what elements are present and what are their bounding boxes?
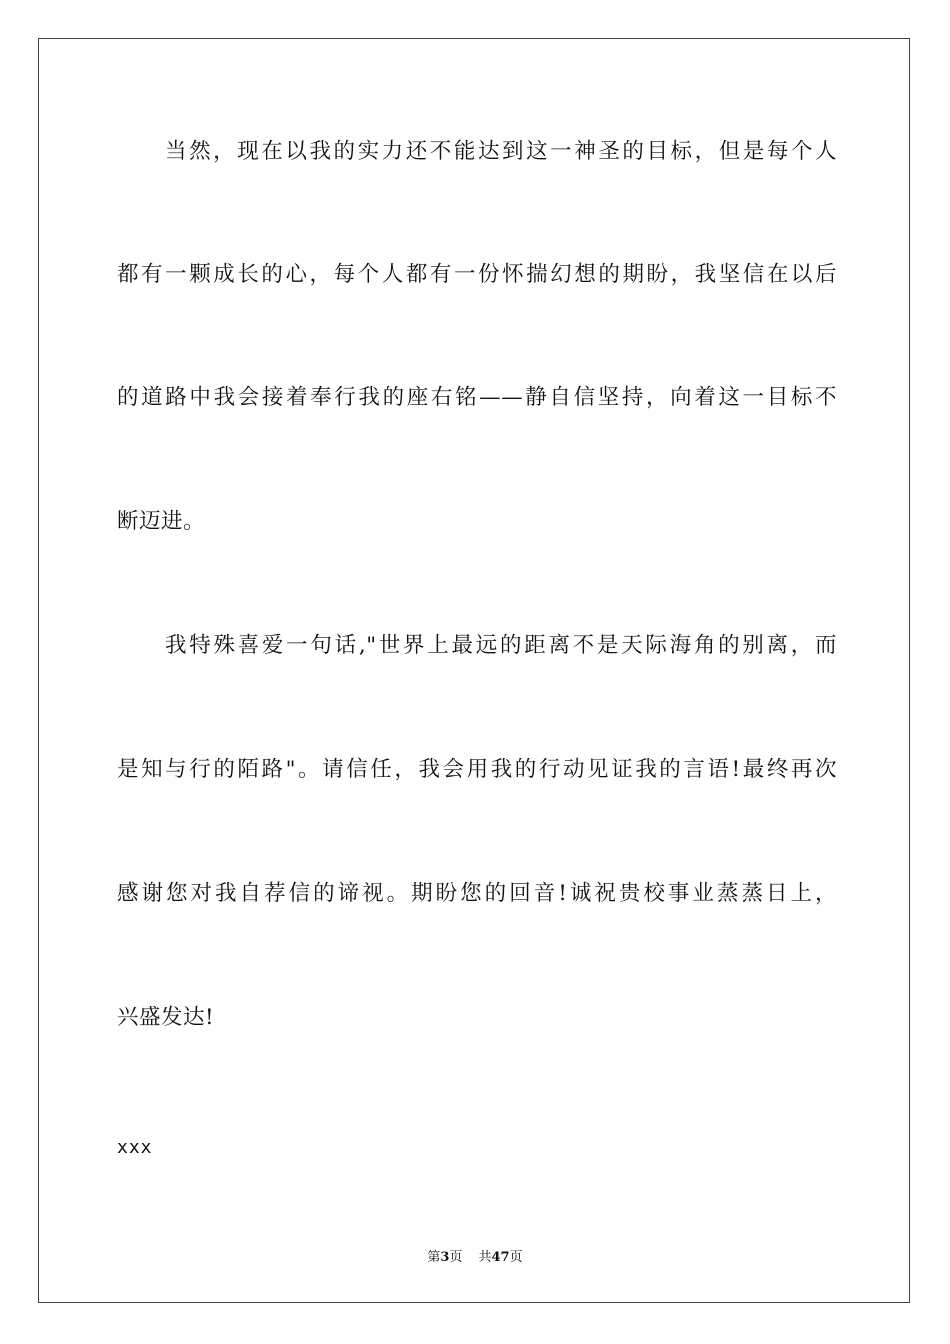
paragraph-1-line-3: 的道路中我会接着奉行我的座右铭——静自信坚持，向着这一目标不	[117, 385, 837, 410]
paragraph-2-line-1: 我特殊喜爱一句话,"世界上最远的距离不是天际海角的别离，而	[165, 633, 837, 658]
page-frame	[38, 38, 910, 1303]
page-label-suffix: 页	[449, 1250, 463, 1265]
paragraph-2-line-4: 兴盛发达!	[117, 1005, 215, 1030]
total-page-count: 47	[491, 1250, 510, 1265]
signature: xxx	[117, 1137, 153, 1158]
total-label-prefix: 共	[478, 1250, 492, 1265]
paragraph-1-line-1: 当然，现在以我的实力还不能达到这一神圣的目标，但是每个人	[165, 139, 837, 164]
paragraph-2-line-3: 感谢您对我自荐信的谛视。期盼您的回音!诚祝贵校事业蒸蒸日上，	[117, 881, 837, 906]
paragraph-1-line-4: 断迈进。	[117, 509, 206, 534]
page-label-prefix: 第	[427, 1250, 441, 1265]
current-page-number: 3	[440, 1250, 450, 1265]
page-footer	[0, 1248, 950, 1268]
paragraph-1-line-2: 都有一颗成长的心，每个人都有一份怀揣幻想的期盼，我坚信在以后	[117, 262, 837, 287]
total-label-suffix: 页	[509, 1250, 523, 1265]
paragraph-2-line-2: 是知与行的陌路"。请信任，我会用我的行动见证我的言语!最终再次	[117, 757, 837, 782]
